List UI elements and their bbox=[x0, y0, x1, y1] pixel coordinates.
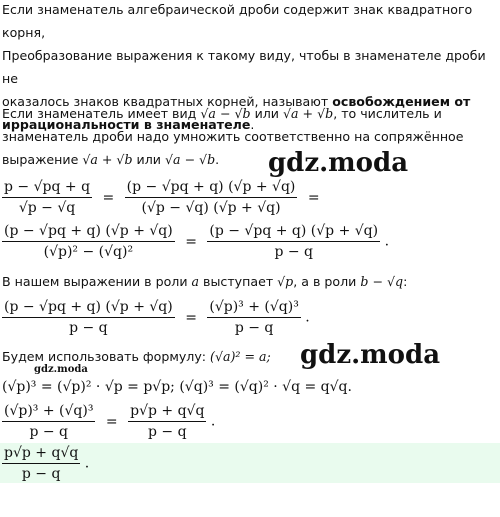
eq5-rhs-numerator: p√p + q√q bbox=[128, 402, 206, 422]
equals-sign: = bbox=[185, 233, 197, 250]
roles-line bbox=[2, 270, 496, 293]
rule-paragraph bbox=[2, 102, 496, 171]
equals-sign: = bbox=[102, 189, 115, 206]
eq3-lhs-fraction bbox=[2, 298, 175, 337]
eq3-lhs-denominator: p − q bbox=[69, 320, 108, 336]
eq2-rhs-fraction bbox=[207, 222, 380, 261]
answer-denominator: p − q bbox=[21, 466, 61, 482]
equation-5 bbox=[2, 402, 215, 441]
equation-1 bbox=[2, 178, 326, 217]
eq3-lhs-numerator: (p − √pq + q) (√p + √q) bbox=[2, 298, 175, 318]
roles-colon: : bbox=[403, 274, 408, 289]
eq2-lhs-denominator: (√p)² − (√q)² bbox=[43, 244, 134, 260]
rule-conj-plus: √a + √b bbox=[82, 152, 133, 167]
rule-line-3 bbox=[2, 148, 496, 171]
intro-line-3-text: оказалось знаков квадратных корней, называют bbox=[2, 94, 333, 109]
answer-trailing-period: . bbox=[84, 455, 90, 472]
watermark-logo-small: gdz.moda bbox=[34, 364, 88, 375]
roles-b: b − √q bbox=[360, 274, 404, 289]
rule-line-3-end: . bbox=[215, 152, 220, 167]
answer-fraction bbox=[2, 444, 80, 483]
eq5-lhs-fraction bbox=[2, 402, 95, 441]
eq3-rhs-denominator: p − q bbox=[234, 320, 274, 336]
rule-line-3-text: выражение bbox=[2, 152, 83, 167]
term-bold-2: иррациональности в знаменателе bbox=[2, 117, 251, 132]
eq3-rhs-fraction bbox=[207, 298, 300, 337]
roles-a-value: √p bbox=[277, 274, 294, 289]
rule-conj-minus: √a − √b bbox=[164, 152, 216, 167]
formula-expression: (√a)² = a; bbox=[210, 349, 271, 364]
equals-sign: = bbox=[105, 413, 118, 430]
rule-line-1-text: Если знаменатель имеет вид bbox=[2, 106, 201, 121]
answer-equation bbox=[2, 444, 89, 483]
equation-4 bbox=[2, 379, 352, 395]
rule-form-plus: √a + √b bbox=[283, 106, 334, 121]
watermark-logo-2: gdz.moda bbox=[300, 340, 441, 370]
eq5-rhs-fraction bbox=[128, 402, 206, 441]
eq5-rhs-denominator: p − q bbox=[147, 424, 187, 440]
intro-line-4-end: . bbox=[250, 117, 255, 132]
eq3-trailing-period: . bbox=[305, 309, 310, 326]
eq5-trailing-period: . bbox=[210, 413, 216, 430]
intro-line-2: Преобразование выражения к такому виду, чтобы в знаменателе дроби не bbox=[2, 48, 486, 86]
intro-line-1: Если знаменатель алгебраической дроби содержит знак квадратного корня, bbox=[2, 2, 473, 40]
rule-or-1: или bbox=[250, 106, 283, 121]
eq2-rhs-denominator: p − q bbox=[274, 244, 314, 260]
formula-text: Будем использовать формулу: bbox=[2, 349, 211, 364]
roles-a: a bbox=[191, 274, 200, 289]
watermark-logo-1: gdz.moda bbox=[268, 148, 409, 178]
eq2-lhs-fraction bbox=[2, 222, 175, 261]
roles-text-1: В нашем выражении в роли bbox=[2, 274, 192, 289]
eq5-lhs-denominator: p − q bbox=[29, 424, 69, 440]
rule-line-2: знаменатель дроби надо умножить соответственно на сопряжённое bbox=[2, 129, 464, 144]
equation-2 bbox=[2, 222, 389, 261]
eq5-lhs-numerator: (√p)³ + (√q)³ bbox=[2, 402, 95, 422]
roles-text-3: , а в роли bbox=[293, 274, 361, 289]
rule-or-2: или bbox=[132, 152, 165, 167]
eq1-rhs-fraction bbox=[125, 178, 298, 217]
roles-text-2: выступает bbox=[199, 274, 278, 289]
equation-3 bbox=[2, 298, 310, 337]
eq1-lhs-fraction bbox=[2, 178, 92, 217]
rule-line-1 bbox=[2, 102, 496, 125]
answer-numerator: p√p + q√q bbox=[2, 444, 80, 464]
eq2-trailing-period: . bbox=[384, 233, 390, 250]
eq3-rhs-numerator: (√p)³ + (√q)³ bbox=[207, 298, 300, 318]
eq2-rhs-numerator: (p − √pq + q) (√p + √q) bbox=[207, 222, 380, 242]
eq1-lhs-numerator: p − √pq + q bbox=[2, 178, 92, 198]
eq2-lhs-numerator: (p − √pq + q) (√p + √q) bbox=[2, 222, 175, 242]
eq1-rhs-numerator: (p − √pq + q) (√p + √q) bbox=[125, 178, 298, 198]
rule-form-minus: √a − √b bbox=[200, 106, 251, 121]
rule-line-1-end: , то числитель и bbox=[333, 106, 442, 121]
term-bold-1: освобождением от bbox=[332, 94, 471, 109]
eq1-lhs-denominator: √p − √q bbox=[18, 200, 76, 216]
equals-sign: = bbox=[185, 309, 197, 326]
eq1-rhs-denominator: (√p − √q) (√p + √q) bbox=[141, 200, 281, 216]
eq1-trailing-equals: = bbox=[307, 189, 320, 206]
eq4-expression: (√p)³ = (√p)² · √p = p√p; (√q)³ = (√q)² · √q = q√q. bbox=[2, 379, 352, 395]
